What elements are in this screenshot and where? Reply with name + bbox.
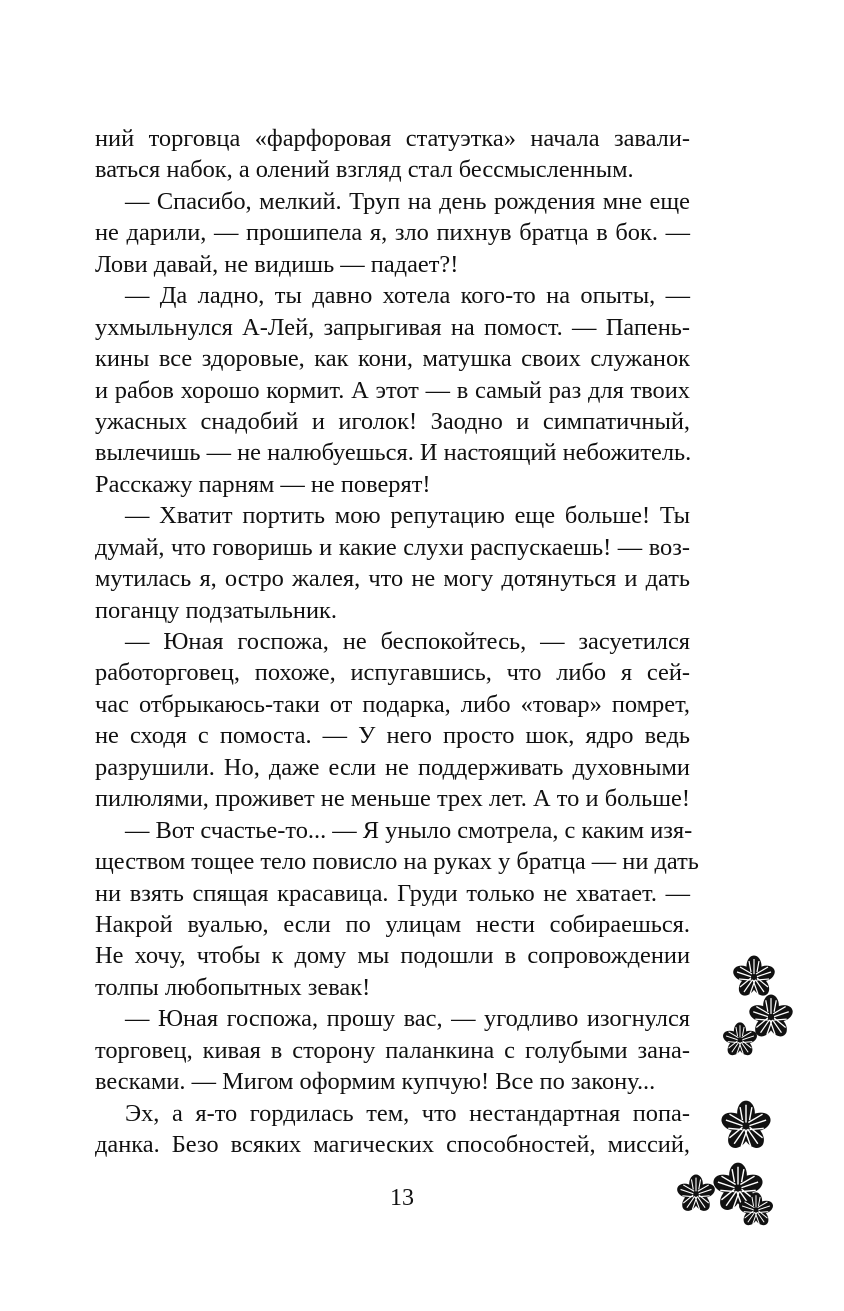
text-line: пилюлями, проживет не меньше трех лет. А то и больше! (95, 785, 690, 813)
text-line: ваться набок, а олений взгляд стал бессмысленным. (95, 156, 634, 184)
text-line: данка. Безо всяких магических способностей, миссий, (95, 1131, 690, 1158)
flower-icon (722, 1022, 758, 1058)
text-line: ужасных снадобий и иголок! Заодно и симпатичный, (95, 407, 690, 435)
text-line: ухмыльнулся А-Лей, запрыгивая на помост. — Папень- (95, 313, 690, 341)
text-line: думай, что говоришь и какие слухи распускаешь! — воз- (95, 533, 690, 561)
page-number: 13 (390, 1185, 414, 1211)
text-line: — Хватит портить мою репутацию еще больше! Ты (125, 502, 690, 530)
flower-icon (676, 1174, 716, 1214)
text-line: кины все здоровые, как кони, матушка своих служанок (95, 345, 690, 373)
text-line: Накрой вуалью, если по улицам нести собираешься. (95, 910, 690, 938)
text-line: весками. — Мигом оформим купчую! Все по закону... (95, 1068, 656, 1096)
text-line: Не хочу, чтобы к дому мы подошли в сопровождении (95, 942, 690, 970)
text-line: мутилась я, остро жалея, что не могу дотянуться и дать (95, 565, 690, 593)
flower-icon (720, 1100, 772, 1152)
text-line: ний торговца «фарфоровая статуэтка» начала завали- (95, 125, 690, 152)
text-line: час отбрыкаюсь-таки от подарка, либо «товар» помрет, (95, 690, 690, 718)
text-line: торговец, кивая в сторону паланкина с голубыми зана- (95, 1036, 690, 1064)
flower-icon (738, 1192, 774, 1228)
text-line: поганцу подзатыльник. (95, 596, 337, 624)
text-line: — Юная госпожа, прошу вас, — угодливо изогнулся (125, 1005, 690, 1033)
text-line: не дарили, — прошипела я, зло пихнув братца в бок. — (95, 219, 690, 247)
text-line: ществом тощее тело повисло на руках у братца — ни дать (95, 848, 699, 876)
text-line: Расскажу парням — не поверят! (95, 470, 431, 498)
text-line: и рабов хорошо кормит. А этот — в самый раз для твоих (95, 376, 690, 404)
text-line: Эх, а я-то гордилась тем, что нестандартная попа- (125, 1099, 690, 1127)
text-line: ни взять спящая красавица. Груди только не хватает. — (95, 879, 690, 907)
text-line: — Да ладно, ты давно хотела кого-то на опыты, — (125, 282, 690, 310)
text-line: работорговец, похоже, испугавшись, что либо я сей- (95, 659, 690, 687)
flower-icon (732, 955, 776, 999)
text-line: вылечишь — не налюбуешься. И настоящий небожитель. (95, 439, 692, 467)
body-text (95, 123, 699, 1160)
text-line: — Спасибо, мелкий. Труп на день рождения мне еще (125, 187, 690, 215)
text-line: — Юная госпожа, не беспокойтесь, — засуетился (125, 628, 690, 655)
text-line: разрушили. Но, даже если не поддерживать духовными (95, 753, 690, 781)
text-line: Лови давай, не видишь — падает?! (95, 250, 459, 278)
text-line: — Вот счастье-то... — Я уныло смотрела, с каким изя- (125, 816, 693, 844)
text-line: толпы любопытных зевак! (95, 973, 371, 1001)
text-line: не сходя с помоста. — У него просто шок, ядро ведь (95, 722, 690, 750)
